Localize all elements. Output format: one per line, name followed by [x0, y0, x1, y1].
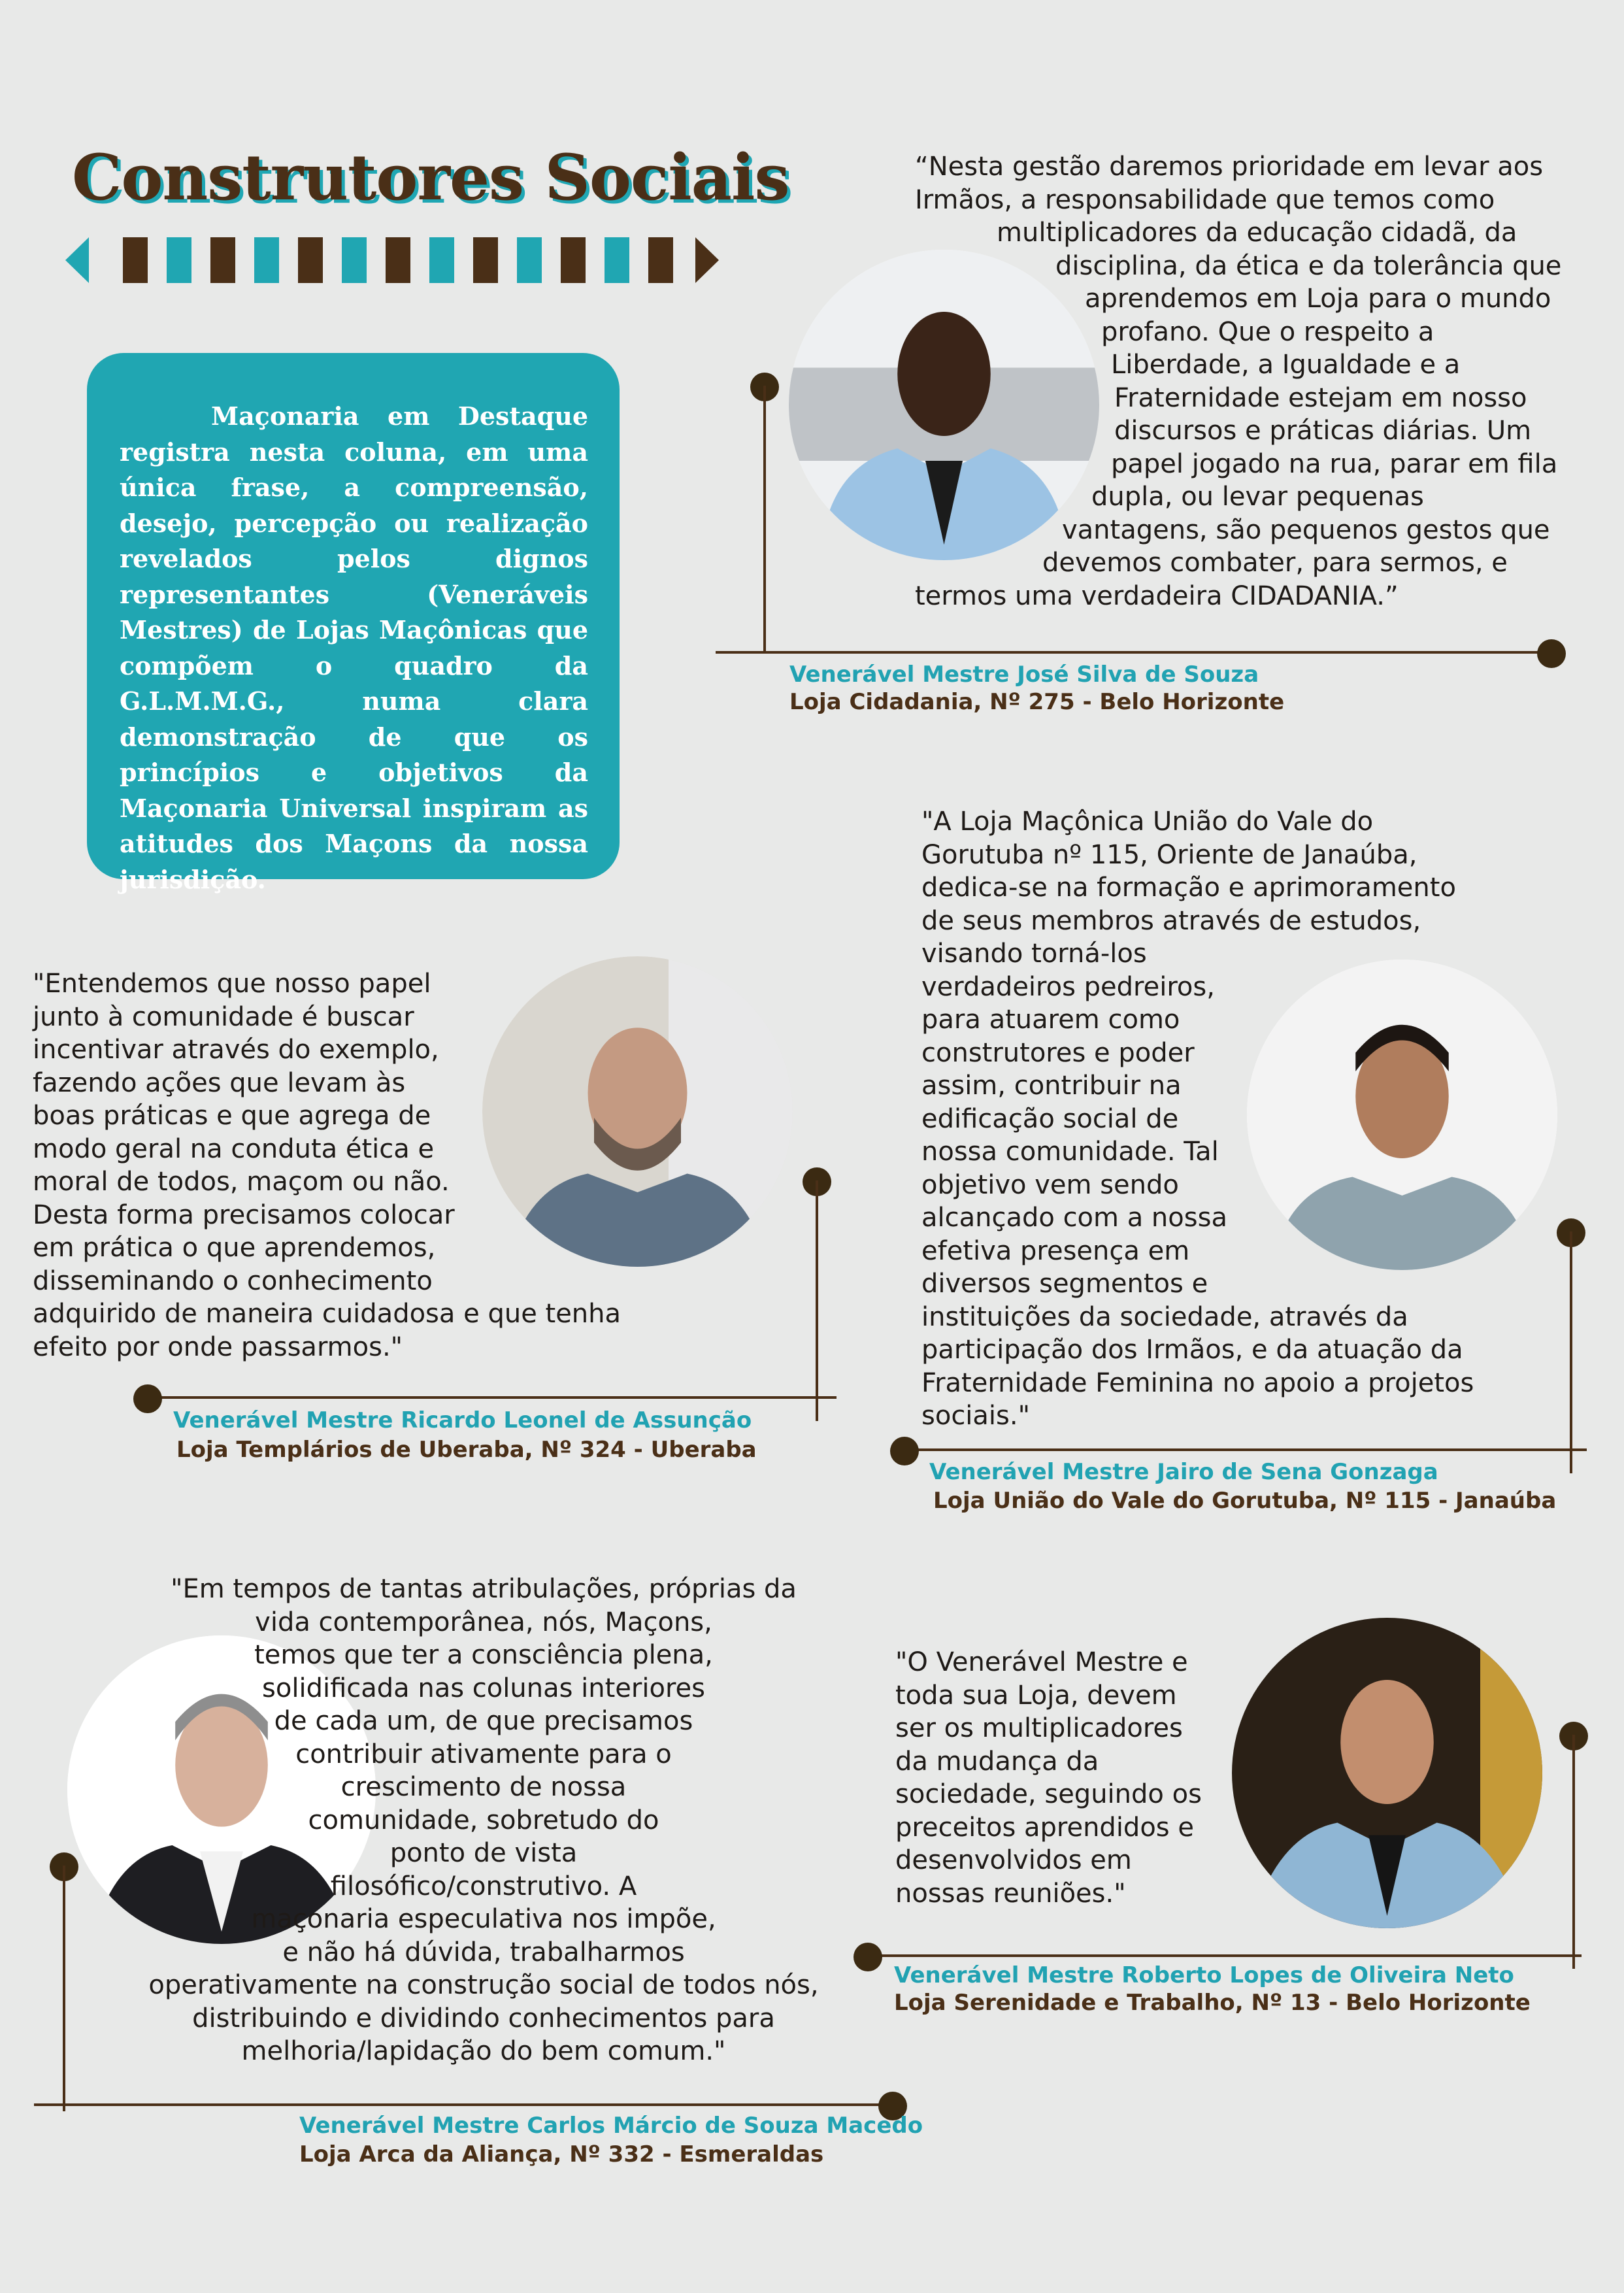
quote-line: profano. Que o respeito a — [1101, 316, 1434, 347]
quote-line: boas práticas e que agrega de — [33, 1101, 431, 1131]
quote-line: de cada um, de que precisamos — [274, 1706, 693, 1736]
connector-dot — [890, 1437, 919, 1465]
quote-line: devemos combater, para sermos, e — [1042, 548, 1508, 578]
quote-line: alcançado com a nossa — [921, 1203, 1227, 1233]
quote-line: adquirido de maneira cuidadosa e que tenha — [33, 1299, 621, 1329]
quote-line: Desta forma precisamos colocar — [33, 1199, 455, 1230]
quote-jose-silva — [915, 150, 1588, 612]
quote-line: temos que ter a consciência plena, — [254, 1640, 713, 1670]
connector-line — [816, 1180, 818, 1421]
signature-name: Venerável Mestre Roberto Lopes de Oliveira Neto — [894, 1962, 1514, 1988]
quote-line: ponto de vista — [389, 1838, 578, 1868]
signature-lodge: Loja Serenidade e Trabalho, Nº 13 - Belo Horizonte — [894, 1990, 1531, 2016]
connector-line — [34, 2103, 897, 2106]
decorative-block — [254, 237, 279, 283]
quote-line: crescimento de nossa — [340, 1772, 627, 1802]
decorative-arrow-divider — [65, 234, 719, 286]
quote-line: sociais." — [921, 1401, 1030, 1431]
quote-line: participação dos Irmãos, e da atuação da — [921, 1335, 1463, 1365]
decorative-block — [561, 237, 586, 283]
portrait-photo-icon — [1232, 1618, 1542, 1928]
quote-line: efeito por onde passarmos." — [33, 1331, 403, 1362]
decorative-block — [342, 237, 367, 283]
signature-lodge: Loja Cidadania, Nº 275 - Belo Horizonte — [789, 689, 1285, 715]
quote-line: e não há dúvida, trabalharmos — [282, 1937, 685, 1967]
decorative-block — [517, 237, 542, 283]
quote-ricardo-leonel — [33, 967, 673, 1364]
connector-line — [1570, 1231, 1572, 1473]
quote-line: distribuindo e dividindo conhecimentos para — [192, 2003, 775, 2034]
signature-lodge: Loja Arca da Aliança, Nº 332 - Esmeraldas — [299, 2141, 824, 2167]
quote-roberto-lopes — [895, 1646, 1248, 1910]
quote-line: em prática o que aprendemos, — [33, 1233, 436, 1263]
quote-line: nossa comunidade. Tal — [921, 1137, 1219, 1167]
quote-line: maçonaria especulativa nos impõe, — [251, 1904, 716, 1934]
decorative-block — [298, 237, 323, 283]
quote-line: melhoria/lapidação do bem comum." — [241, 2036, 726, 2066]
quote-line: operativamente na construção social de todos nós, — [148, 1970, 819, 2000]
quote-line: Fraternidade Feminina no apoio a projetos — [921, 1367, 1474, 1398]
quote-line: incentivar através do exemplo, — [33, 1035, 439, 1065]
quote-line: toda sua Loja, devem — [895, 1680, 1177, 1711]
quote-line: ser os multiplicadores — [895, 1713, 1183, 1743]
connector-line — [144, 1396, 837, 1399]
quote-line: aprendemos em Loja para o mundo — [1085, 284, 1551, 314]
signature-lodge: Loja Templários de Uberaba, Nº 324 - Uberaba — [176, 1437, 757, 1463]
quote-line: objetivo vem sendo — [921, 1169, 1179, 1200]
connector-dot — [133, 1384, 162, 1413]
quote-line: Irmãos, a responsabilidade que temos como — [915, 184, 1495, 215]
quote-line: desenvolvidos em — [895, 1845, 1132, 1875]
connector-line — [863, 1954, 1582, 1957]
quote-line: instituições da sociedade, através da — [921, 1301, 1408, 1332]
intro-box — [87, 353, 620, 894]
connector-line — [901, 1448, 1587, 1451]
quote-line: de seus membros através de estudos, — [921, 905, 1421, 936]
quote-line: "O Venerável Mestre e — [895, 1647, 1188, 1677]
quote-line: Fraternidade estejam em nosso — [1114, 382, 1527, 413]
quote-line: sociedade, seguindo os — [895, 1779, 1202, 1809]
quote-line: solidificada nas colunas interiores — [262, 1673, 705, 1703]
quote-line: dedica-se na formação e aprimoramento — [921, 873, 1456, 903]
quote-line: vantagens, são pequenos gestos que — [1062, 514, 1550, 545]
connector-line — [763, 386, 766, 654]
quote-line: nossas reuniões." — [895, 1878, 1126, 1909]
quote-line: “Nesta gestão daremos prioridade em levar aos — [915, 152, 1544, 182]
connector-line — [1572, 1735, 1575, 1969]
quote-line: disseminando o conhecimento — [33, 1265, 433, 1296]
connector-dot — [1537, 639, 1566, 668]
signature-name: Venerável Mestre José Silva de Souza — [789, 661, 1259, 688]
quote-line: diversos segmentos e — [921, 1269, 1208, 1299]
quote-line: moral de todos, maçom ou não. — [33, 1167, 450, 1197]
quote-line: verdadeiros pedreiros, — [921, 971, 1215, 1002]
quote-line: fazendo ações que levam às — [33, 1067, 406, 1098]
quote-line: junto à comunidade é buscar — [33, 1001, 414, 1032]
decorative-block — [167, 237, 191, 283]
connector-line — [716, 651, 1552, 654]
signature-name: Venerável Mestre Ricardo Leonel de Assunção — [173, 1407, 752, 1433]
signature-lodge: Loja União do Vale do Gorutuba, Nº 115 - Janaúba — [933, 1488, 1557, 1514]
quote-line: papel jogado na rua, parar em fila — [1111, 448, 1558, 479]
decorative-block — [123, 237, 148, 283]
quote-line: comunidade, sobretudo do — [308, 1805, 659, 1835]
quote-line: da mudança da — [895, 1746, 1099, 1777]
quote-line: Liberdade, a Igualdade e a — [1111, 350, 1461, 380]
quote-line: assim, contribuir na — [921, 1071, 1182, 1101]
signature-name: Venerável Mestre Carlos Márcio de Souza Macedo — [299, 2113, 923, 2139]
quote-line: multiplicadores da educação cidadã, da — [997, 218, 1517, 248]
quote-line: filosófico/construtivo. A — [330, 1871, 637, 1901]
quote-line: disciplina, da ética e da tolerância que — [1055, 250, 1562, 281]
signature-name: Venerável Mestre Jairo de Sena Gonzaga — [929, 1459, 1438, 1485]
quote-carlos-marcio — [131, 1573, 837, 2068]
quote-line: termos uma verdadeira CIDADANIA.” — [915, 580, 1399, 611]
quote-line: "Em tempos de tantas atribulações, próprias da — [171, 1574, 797, 1604]
quote-line: efetiva presença em — [921, 1235, 1190, 1266]
connector-line — [63, 1866, 65, 2111]
quote-line: "A Loja Maçônica União do Vale do — [921, 807, 1374, 837]
quote-line: dupla, ou levar pequenas — [1091, 482, 1424, 512]
quote-line: modo geral na conduta ética e — [33, 1133, 435, 1164]
decorative-block — [605, 237, 629, 283]
quote-line: visando torná-los — [921, 939, 1147, 969]
quote-jairo-sena — [921, 805, 1536, 1433]
decorative-block — [429, 237, 454, 283]
quote-line: "Entendemos que nosso papel — [33, 969, 431, 999]
quote-line: para atuarem como — [921, 1005, 1180, 1035]
page-title: Construtores Sociais — [72, 141, 789, 214]
quote-line: discursos e práticas diárias. Um — [1114, 416, 1532, 446]
quote-line: construtores e poder — [921, 1037, 1195, 1068]
intro-text: Maçonaria em Destaque registra nesta coluna, em uma única frase, a compreensão, desejo, percepção ou realização revelados pelos dignos representantes (Veneráveis Mestres) de Lojas Maçônicas que compõem o quadro da G.L.M.M.G., numa clara demonstração de que os princípios e objetivos da Maçonaria Universal inspiram as atitudes dos Maçons da nossa jurisdição. — [120, 401, 588, 894]
quote-line: edificação social de — [921, 1103, 1179, 1134]
quote-line: Gorutuba nº 115, Oriente de Janaúba, — [921, 839, 1417, 870]
decorative-block — [210, 237, 235, 283]
photo-roberto-lopes — [1232, 1618, 1542, 1928]
decorative-block — [648, 237, 673, 283]
quote-line: preceitos aprendidos e — [895, 1812, 1194, 1843]
decorative-block — [473, 237, 498, 283]
quote-line: contribuir ativamente para o — [295, 1739, 672, 1769]
connector-dot — [853, 1943, 882, 1971]
quote-line: vida contemporânea, nós, Maçons, — [255, 1607, 712, 1637]
decorative-block — [386, 237, 410, 283]
